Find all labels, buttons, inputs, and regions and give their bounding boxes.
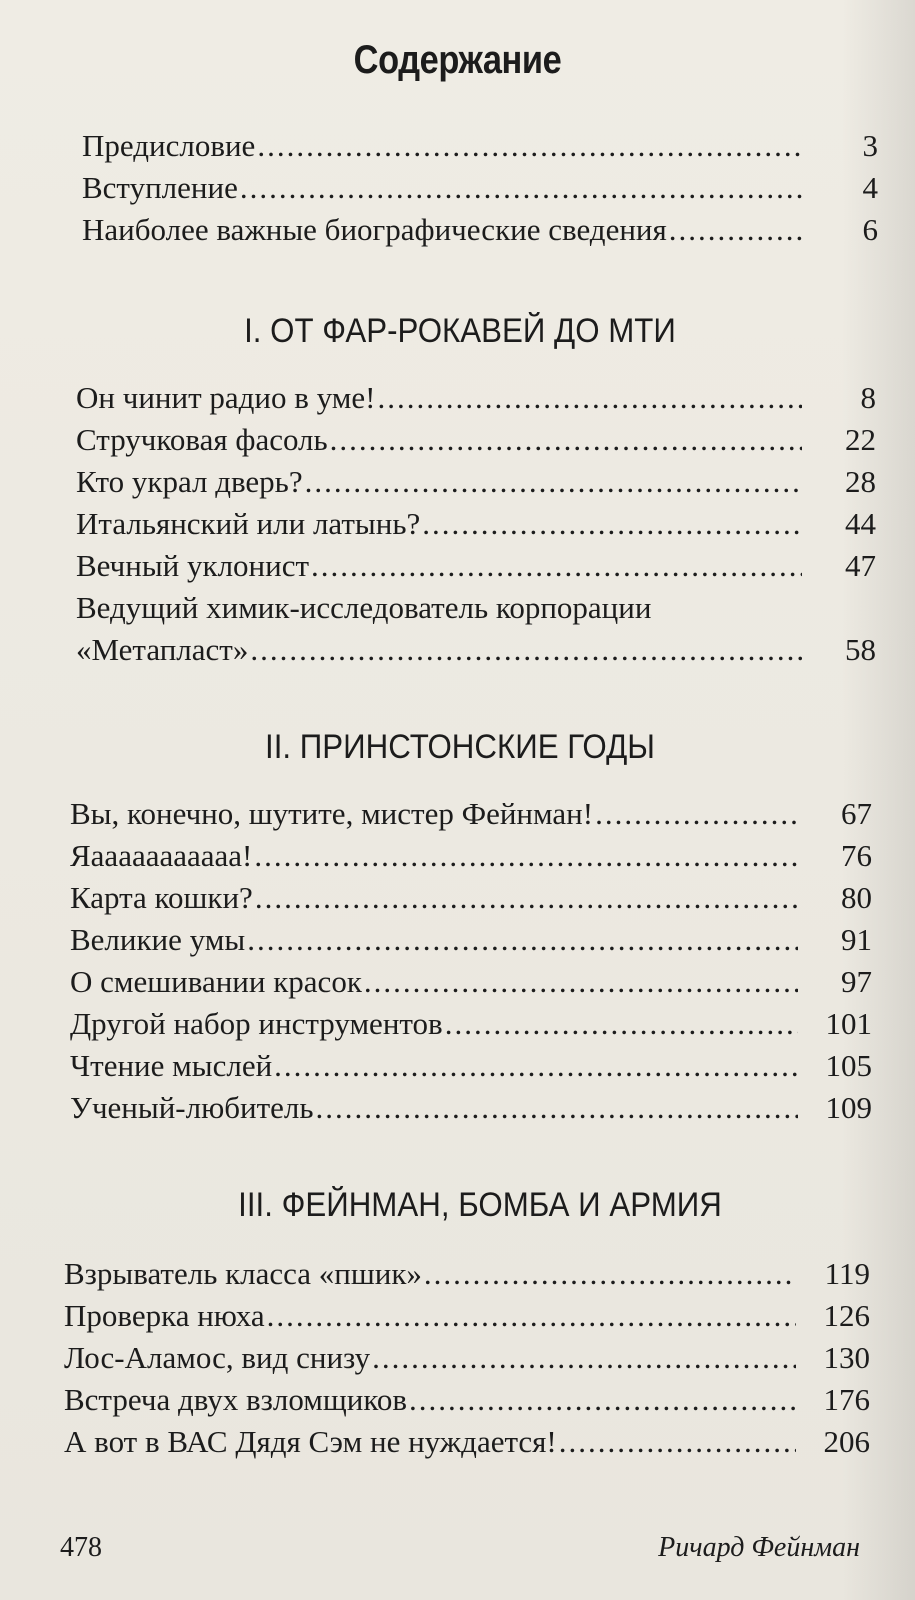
toc-entry-title: Стручковая фасоль [76, 422, 328, 457]
leader-dots [274, 1046, 798, 1086]
toc-entry [70, 836, 872, 876]
toc-entry-page: 22 [845, 422, 876, 457]
toc-entry [76, 378, 876, 418]
toc-entry-title: Чтение мыслей [70, 1048, 273, 1083]
toc-entry [70, 962, 872, 1002]
section-heading: II. ПРИНСТОНСКИЕ ГОДЫ [265, 728, 655, 766]
leader-dots [409, 1380, 796, 1420]
toc-entry-title: Другой набор инструментов [70, 1006, 443, 1041]
toc-entry [82, 126, 878, 166]
toc-entry-title: О смешивании красок [70, 964, 362, 999]
leader-dots [424, 1254, 796, 1294]
running-footer-author: Ричард Фейнман [658, 1532, 860, 1563]
toc-entry-page: 97 [841, 964, 872, 999]
toc-entry [76, 420, 876, 460]
toc-entry-page: 130 [823, 1340, 870, 1375]
leader-dots [595, 794, 798, 834]
toc-entry [82, 168, 878, 208]
leader-dots [445, 1004, 798, 1044]
toc-entry [70, 920, 872, 960]
section-heading: I. ОТ ФАР-РОКАВЕЙ ДО МТИ [244, 312, 676, 350]
toc-entry-title: Итальянский или латынь? [76, 506, 421, 541]
toc-entry-title: Яааааааааааа! [70, 838, 253, 873]
toc-entry [64, 1422, 870, 1462]
toc-entry [76, 462, 876, 502]
leader-dots [330, 420, 802, 460]
toc-entry-title: Предисловие [82, 128, 256, 163]
toc-entry-title: Великие умы [70, 922, 246, 957]
toc-entry-page: 176 [823, 1382, 870, 1417]
toc-entry-page: 105 [825, 1048, 872, 1083]
leader-dots [316, 1088, 798, 1128]
toc-entry-title: Ученый-любитель [70, 1090, 314, 1125]
toc-entry-page: 76 [841, 838, 872, 873]
leader-dots [364, 962, 798, 1002]
page-number: 478 [60, 1532, 102, 1563]
toc-entry [64, 1296, 870, 1336]
page-title: Содержание [353, 38, 562, 82]
leader-dots [254, 836, 798, 876]
toc-entry [70, 794, 872, 834]
toc-entry-page: 4 [862, 170, 878, 205]
toc-entry [70, 1046, 872, 1086]
leader-dots [377, 378, 802, 418]
toc-entry-title: А вот в ВАС Дядя Сэм не нуждается! [64, 1424, 557, 1459]
leader-dots [247, 920, 798, 960]
toc-entry-page: 8 [860, 380, 876, 415]
toc-entry-title: Взрыватель класса «пшик» [64, 1256, 422, 1291]
leader-dots [372, 1338, 796, 1378]
toc-entry-title: Наиболее важные биографические сведения [82, 212, 667, 247]
toc-entry-page: 119 [824, 1256, 870, 1291]
toc-entry-page: 126 [823, 1298, 870, 1333]
toc-entry-page: 67 [841, 796, 872, 831]
toc-entry-title: Проверка нюха [64, 1298, 265, 1333]
leader-dots [669, 210, 804, 250]
toc-entry-page: 109 [825, 1090, 872, 1125]
toc-entry [64, 1254, 870, 1294]
toc-entry-page: 58 [845, 632, 876, 667]
toc-entry-page: 28 [845, 464, 876, 499]
toc-entry [76, 546, 876, 586]
toc-entry-page: 80 [841, 880, 872, 915]
leader-dots [422, 504, 802, 544]
toc-entry-title: Он чинит радио в уме! [76, 380, 376, 415]
leader-dots [305, 462, 802, 502]
toc-entry [76, 630, 876, 670]
toc-entry-page: 3 [862, 128, 878, 163]
toc-entry-title: Вступление [82, 170, 238, 205]
toc-entry-title: Карта кошки? [70, 880, 253, 915]
leader-dots [267, 1296, 796, 1336]
toc-entry-title: Вы, конечно, шутите, мистер Фейнман! [70, 796, 594, 831]
leader-dots [255, 878, 798, 918]
toc-entry [64, 1380, 870, 1420]
leader-dots [250, 630, 802, 670]
toc-entry-page: 206 [823, 1424, 870, 1459]
toc-entry [82, 210, 878, 250]
toc-entry [76, 588, 876, 628]
toc-entry-page: 6 [862, 212, 878, 247]
toc-entry-page: 47 [845, 548, 876, 583]
toc-entry [70, 878, 872, 918]
leader-dots [559, 1422, 796, 1462]
toc-entry [76, 504, 876, 544]
leader-dots [240, 168, 804, 208]
toc-entry-page: 44 [845, 506, 876, 541]
toc-entry [64, 1338, 870, 1378]
toc-entry-page: 91 [841, 922, 872, 957]
toc-entry [70, 1088, 872, 1128]
toc-entry-title: Вечный уклонист [76, 548, 310, 583]
toc-entry-title: Лос-Аламос, вид снизу [64, 1340, 371, 1375]
leader-dots [311, 546, 802, 586]
toc-entry-page: 101 [825, 1006, 872, 1041]
section-heading: III. ФЕЙНМАН, БОМБА И АРМИЯ [238, 1186, 722, 1224]
leader-dots [257, 126, 804, 166]
toc-entry-title: «Метапласт» [76, 632, 249, 667]
toc-entry [70, 1004, 872, 1044]
toc-entry-title: Ведущий химик-исследователь корпорации [76, 590, 652, 625]
toc-entry-title: Встреча двух взломщиков [64, 1382, 408, 1417]
toc-entry-title: Кто украл дверь? [76, 464, 303, 499]
